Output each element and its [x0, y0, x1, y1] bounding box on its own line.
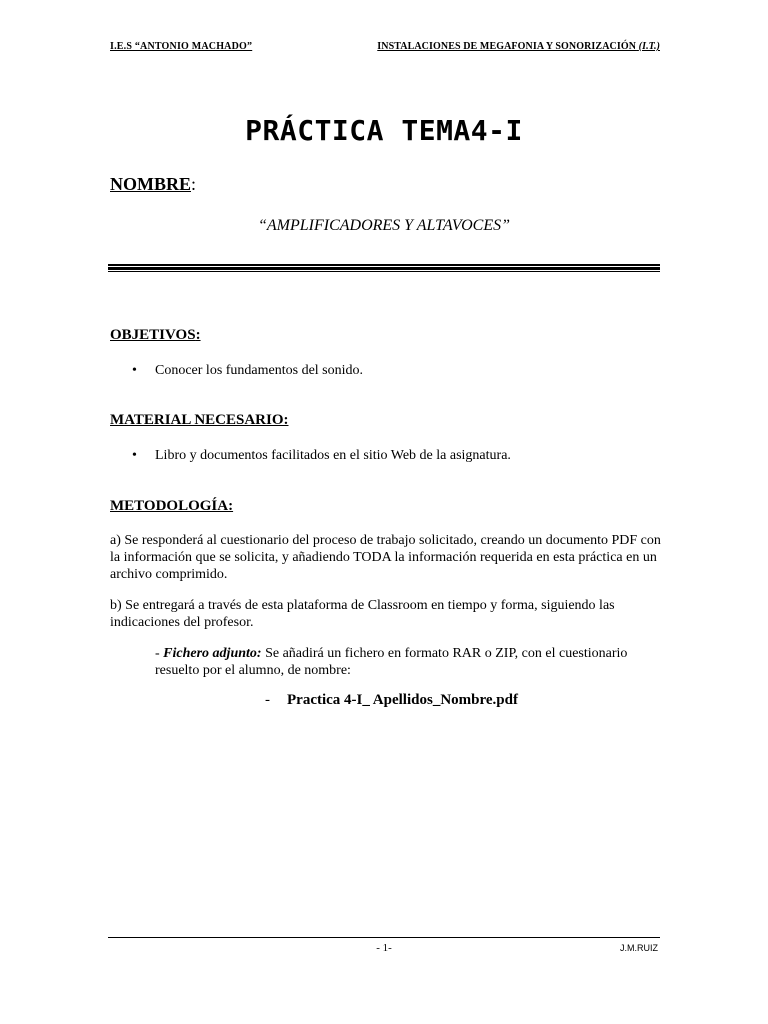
material-item: Libro y documentos facilitados en el sitio Web de la asignatura.: [155, 448, 511, 463]
metodologia-heading: METODOLOGÍA:: [110, 498, 234, 514]
title-divider-top: [108, 264, 660, 266]
nombre-colon: :: [191, 174, 197, 194]
nombre-field: [110, 174, 196, 195]
attachment-label: Fichero adjunto:: [163, 646, 262, 661]
metodologia-paragraph-b: b) Se entregará a través de esta plataforma de Classroom en tiempo y forma, siguiendo las indicaciones del profesor.: [110, 598, 615, 630]
objetivos-heading: [110, 327, 201, 344]
title-divider-bottom: [108, 271, 660, 272]
header-course-suffix: (I.T.): [638, 41, 660, 52]
material-heading: MATERIAL NECESARIO:: [110, 412, 289, 428]
page-number: - 1-: [376, 942, 392, 954]
footer-divider: [108, 937, 660, 938]
practice-subtitle: “AMPLIFICADORES Y ALTAVOCES”: [257, 217, 511, 234]
file-name: Practica 4-I_ Apellidos_Nombre.pdf: [287, 692, 518, 708]
title-divider-thick: [108, 267, 660, 270]
objetivos-heading-text: OBJETIVOS: [110, 327, 196, 343]
footer-author: J.M.RUIZ: [620, 943, 658, 953]
attachment-note: [155, 645, 665, 679]
nombre-label: NOMBRE: [110, 174, 191, 194]
metodologia-paragraph-a: a) Se responderá al cuestionario del proceso de trabajo solicitado, creando un documento PDF con la información que se solicita, y añadiendo TODA la información requerida en esta práctica en un archivo comprimido.: [110, 533, 661, 582]
bullet-icon: •: [132, 448, 137, 463]
header-school: I.E.S “ANTONIO MACHADO”: [110, 41, 253, 52]
attachment-text: Se añadirá un fichero en formato RAR o ZIP, con el cuestionario resuelto por el alumno, de nombre:: [155, 646, 628, 678]
bullet-icon: •: [132, 363, 137, 378]
header-course: [377, 41, 660, 52]
page-title: PRÁCTICA TEMA4-I: [245, 114, 523, 147]
file-name-line: [265, 692, 518, 709]
file-dash: -: [265, 692, 270, 708]
objetivo-item: Conocer los fundamentos del sonido.: [155, 363, 364, 378]
attachment-prefix: -: [155, 646, 164, 661]
header-course-title: INSTALACIONES DE MEGAFONIA Y SONORIZACIÓN: [377, 41, 637, 52]
objetivos-colon: :: [195, 327, 201, 343]
